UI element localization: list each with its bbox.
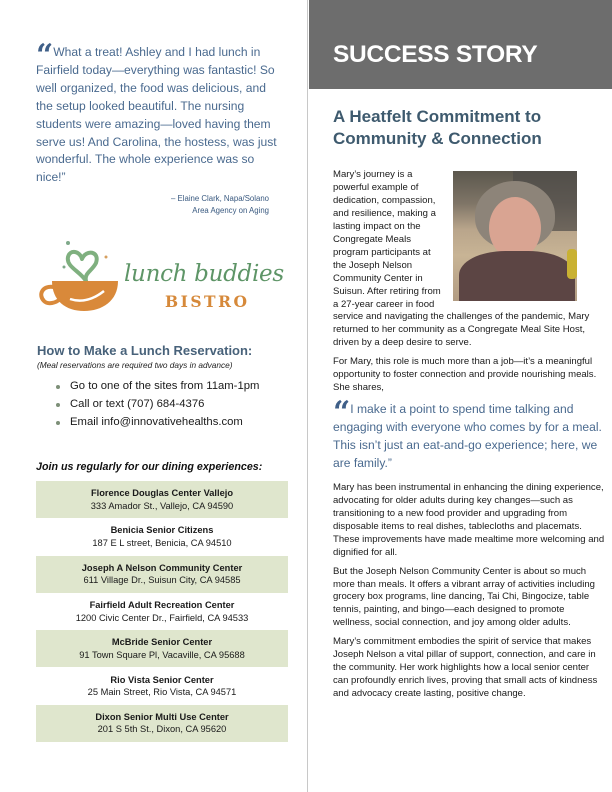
site-address: 201 S 5th St., Dixon, CA 95620 <box>97 724 227 735</box>
site-name: Benicia Senior Citizens <box>110 525 214 536</box>
heart-steam <box>68 252 97 281</box>
story-title-line-1: A Heatfelt Commitment to <box>333 107 542 126</box>
steam-dot <box>105 256 108 259</box>
site-name: Florence Douglas Center Vallejo <box>90 488 234 499</box>
site-item <box>36 556 288 593</box>
steam-dot <box>66 241 70 245</box>
photo-flowers <box>567 249 577 279</box>
site-item <box>36 518 288 555</box>
site-item <box>36 630 288 667</box>
open-quote-icon: “ <box>36 38 51 73</box>
photo-shirt <box>459 251 575 301</box>
column-divider <box>307 0 308 792</box>
success-story-header <box>309 0 612 89</box>
story-paragraph: Mary’s commitment embodies the spirit of service that makes Joseph Nelson a vital pillar of support, connection, and care in the community. Her work highlights how a local senior center can profoundly enrich lives, proving that small acts of kindness and advocacy create lasting, positive change. <box>333 636 598 700</box>
site-name: McBride Senior Center <box>111 637 213 648</box>
story-body <box>333 169 605 707</box>
story-title-line-2: Community & Connection <box>333 128 542 148</box>
story-pull-quote <box>333 395 605 473</box>
photo-face <box>489 197 541 259</box>
site-item <box>36 705 288 742</box>
story-title <box>333 106 603 149</box>
reservation-item-email[interactable]: Email info@innovativehealths.com <box>56 414 259 432</box>
story-paragraph: Mary’s journey is a powerful example of dedication, compassion, and resilience, making a lasting impact on the Congregate Meals program participants at the Joseph Nelson Community Center in Suisun. After retiring from a 27-year career in food service and navigating the challenges of the pandemic, Mary returned to her community as a Congregate Meal Site Host, driven by a deep desire to serve. <box>333 169 590 349</box>
site-address: 91 Town Square Pl, Vacaville, CA 95688 <box>79 649 245 660</box>
testimonial-text: What a treat! Ashley and I had lunch in Fairfield today—everything was fantastic! So well organized, the food was delicious, and the setup looked beautiful. The nursing students were amazing—loved having them serve us! And Carolina, the hostess, was just wonderful. The whole experience was so nice!” <box>36 45 277 185</box>
logo-subtitle: BISTRO <box>165 292 250 311</box>
story-paragraph: Mary has been instrumental in enhancing the dining experience, advocating for older adults during key changes—such as transitioning to a new food provider and upgrading from disposable items to real dishes, tablecloths and placemats. These improvements have made mealtime more welcoming and dignified for all. <box>333 481 605 558</box>
bullet-icon <box>56 385 60 389</box>
site-item <box>36 667 288 704</box>
site-item <box>36 481 288 518</box>
pull-quote-text: I make it a point to spend time talking and engaging with everyone who comes by for a meal. This isn’t just an eat-and-go experience; here, we are family.” <box>333 402 602 470</box>
reservation-title: How to Make a Lunch Reservation: <box>37 343 253 358</box>
site-address: 25 Main Street, Rio Vista, CA 94571 <box>87 687 237 698</box>
bullet-icon <box>56 403 60 407</box>
reservation-list <box>56 378 259 431</box>
site-name: Fairfield Adult Recreation Center <box>89 599 235 610</box>
dining-title: Join us regularly for our dining experiences: <box>36 461 263 473</box>
open-quote-icon: “ <box>333 395 348 431</box>
bullet-icon <box>56 421 60 425</box>
site-address: 187 E L street, Benicia, CA 94510 <box>92 537 232 548</box>
site-address: 611 Village Dr., Suisun City, CA 94585 <box>83 575 241 586</box>
story-paragraph: But the Joseph Nelson Community Center is about so much more than meals. It offers a vibrant array of activities including grocery box programs, line dancing, Tai Chi, Bingocize, table tennis, painting, and bingo—each designed to promote wellness, social connection, and joy among older adults. <box>333 565 595 629</box>
site-address: 333 Amador St., Vallejo, CA 94590 <box>90 500 234 511</box>
dining-sites-list <box>36 481 288 742</box>
site-name: Dixon Senior Multi Use Center <box>95 711 229 722</box>
header-title: SUCCESS STORY <box>333 41 538 68</box>
logo-name: lunch buddies <box>124 261 284 287</box>
reservation-note: (Meal reservations are required two days in advance) <box>37 360 233 370</box>
site-name: Joseph A Nelson Community Center <box>81 562 243 573</box>
site-name: Rio Vista Senior Center <box>110 674 214 685</box>
story-paragraph: For Mary, this role is much more than a job—it’s a meaningful opportunity to foster connection and provide nourishing meals. She shares, <box>333 356 597 394</box>
coffee-cup-heart-icon <box>34 237 126 317</box>
lunch-buddies-logo <box>34 237 284 317</box>
site-item <box>36 593 288 630</box>
reservation-item: Go to one of the sites from 11am-1pm <box>56 378 259 396</box>
attribution-line-1: – Elaine Clark, Napa/Solano <box>171 194 269 203</box>
site-address: 1200 Civic Center Dr., Fairfield, CA 94533 <box>75 612 249 623</box>
testimonial-attribution <box>36 193 269 216</box>
cup-body <box>52 281 118 311</box>
steam-dot <box>63 266 66 269</box>
mary-photo <box>453 171 577 301</box>
attribution-line-2: Area Agency on Aging <box>192 205 269 215</box>
reservation-item: Call or text (707) 684-4376 <box>56 396 259 414</box>
testimonial-quote <box>36 38 282 187</box>
